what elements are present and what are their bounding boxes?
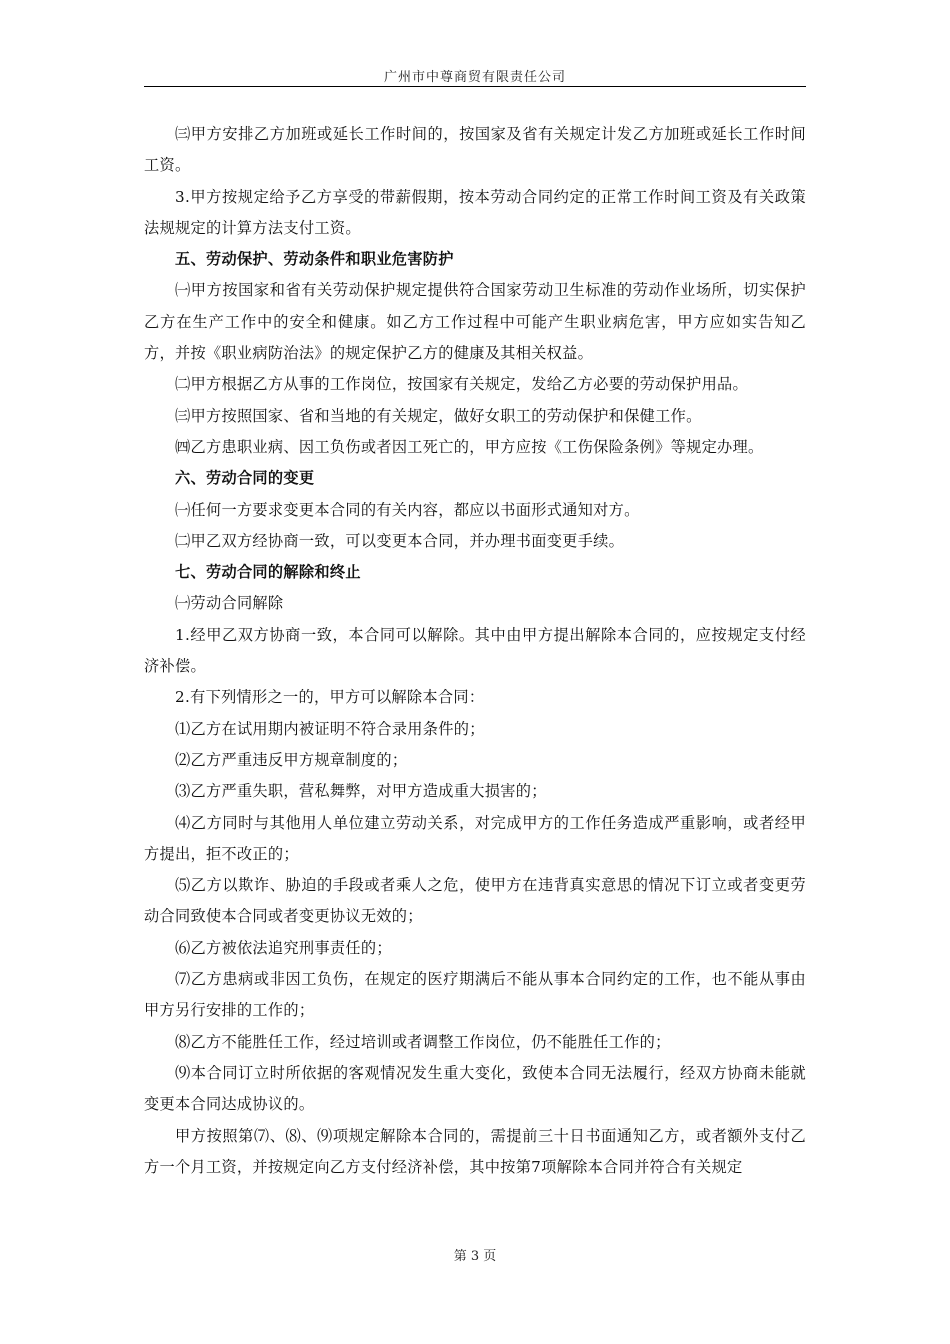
subsection-heading: ㈠劳动合同解除 [175,594,284,613]
paragraph: ㈢甲方安排乙方加班或延长工作时间的，按国家及省有关规定计发乙方加班或延长工作时间工资。 [144,125,806,175]
list-item: ⑷乙方同时与其他用人单位建立劳动关系，对完成甲方的工作任务造成严重影响，或者经甲方提出，拒不改正的； [144,813,806,863]
header-divider [144,86,806,87]
paragraph: ㈡甲方根据乙方从事的工作岗位，按国家有关规定，发给乙方必要的劳动保护用品。 [175,375,749,394]
list-item: ⑺乙方患病或非因工负伤，在规定的医疗期满后不能从事本合同约定的工作，也不能从事由甲方另行安排的工作的； [144,970,806,1020]
paragraph: 2.有下列情形之一的，甲方可以解除本合同： [175,688,485,707]
list-item: ⑻乙方不能胜任工作，经过培训或者调整工作岗位，仍不能胜任工作的； [175,1032,671,1051]
paragraph: ㈢甲方按照国家、省和当地的有关规定，做好女职工的劳动保护和保健工作。 [175,406,702,425]
page-header-company: 广州市中尊商贸有限责任公司 [383,70,566,85]
section-heading: 六、劳动合同的变更 [175,469,315,488]
list-item: ⑹乙方被依法追究刑事责任的； [175,938,392,957]
paragraph: ㈡甲乙双方经协商一致，可以变更本合同，并办理书面变更手续。 [175,531,625,550]
paragraph: 1.经甲乙双方协商一致，本合同可以解除。其中由甲方提出解除本合同的，应按规定支付经济补偿。 [144,625,806,676]
list-item: ⑴乙方在试用期内被证明不符合录用条件的； [175,719,485,738]
list-item: ⑶乙方严重失职，营私舞弊，对甲方造成重大损害的； [175,782,547,801]
section-heading: 七、劳动合同的解除和终止 [175,563,361,582]
document-body [144,119,806,1183]
section-heading: 五、劳动保护、劳动条件和职业危害防护 [175,250,454,269]
paragraph: 3.甲方按规定给予乙方享受的带薪假期，按本劳动合同约定的正常工作时间工资及有关政策法规规定的计算方法支付工资。 [144,187,806,237]
paragraph: ㈠任何一方要求变更本合同的有关内容，都应以书面形式通知对方。 [175,500,640,519]
paragraph: ㈣乙方患职业病、因工负伤或者因工死亡的，甲方应按《工伤保险条例》等规定办理。 [175,437,764,456]
page-number: 第 3 页 [453,1249,497,1264]
paragraph: 甲方按照第⑺、⑻、⑼项规定解除本合同的，需提前三十日书面通知乙方，或者额外支付乙方一个月工资，并按规定向乙方支付经济补偿，其中按第7项解除本合同并符合有关规定 [144,1126,806,1176]
list-item: ⑵乙方严重违反甲方规章制度的； [175,750,408,769]
list-item: ⑸乙方以欺诈、胁迫的手段或者乘人之危，使甲方在违背真实意思的情况下订立或者变更劳动合同致使本合同或者变更协议无效的； [144,876,806,926]
list-item: ⑼本合同订立时所依据的客观情况发生重大变化，致使本合同无法履行，经双方协商未能就变更本合同达成协议的。 [144,1063,806,1114]
paragraph: ㈠甲方按国家和省有关劳动保护规定提供符合国家劳动卫生标准的劳动作业场所，切实保护乙方在生产工作中的安全和健康。如乙方工作过程中可能产生职业病危害，甲方应如实告知乙方，并按《职业病防治法》的规定保护乙方的健康及其相关权益。 [144,281,806,363]
